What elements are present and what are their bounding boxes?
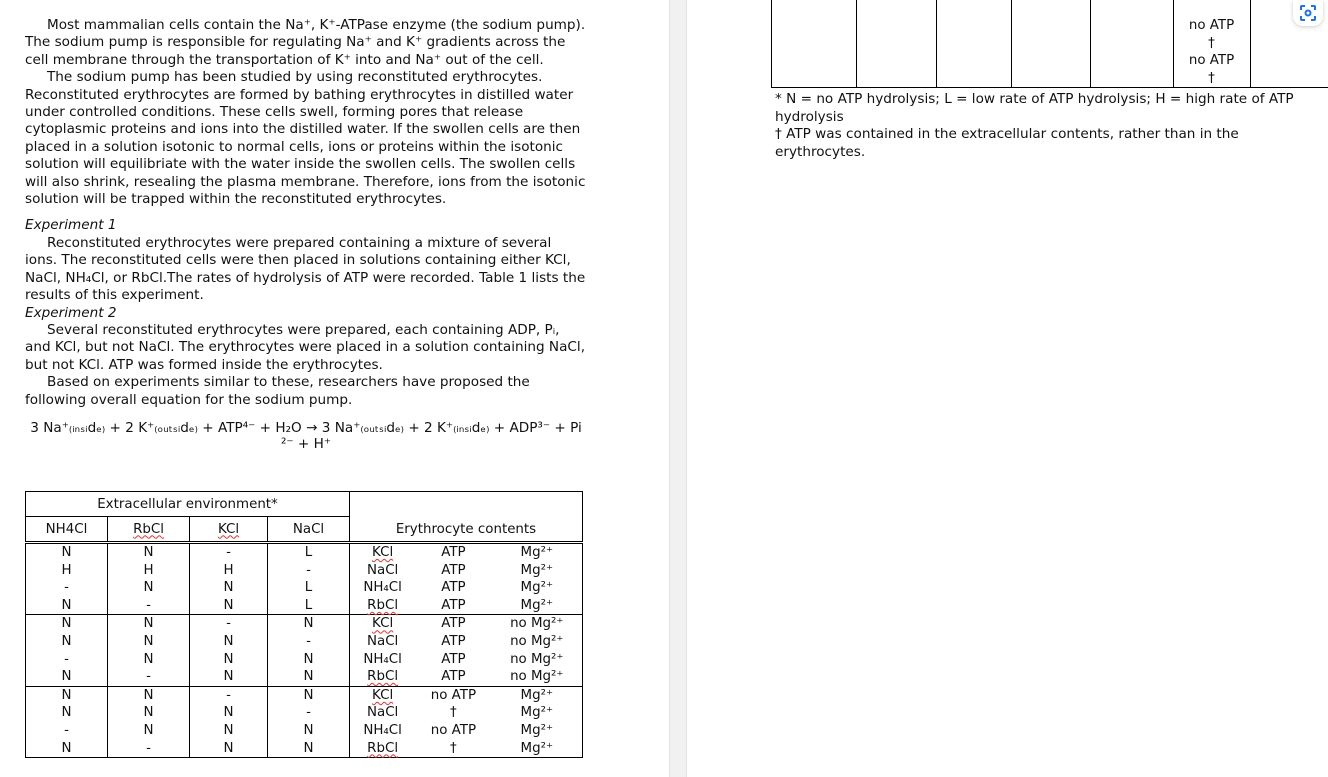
rbcl-rate: N bbox=[108, 686, 190, 704]
atp-content: † bbox=[415, 740, 491, 758]
footnote-dagger: † ATP was contained in the extracellular contents, rather than in the erythrocytes. bbox=[775, 126, 1239, 160]
table-column-border bbox=[936, 0, 937, 87]
atp-content: ATP bbox=[441, 562, 466, 578]
nh4cl-rate: - bbox=[26, 651, 108, 669]
atp-content: † bbox=[450, 705, 457, 721]
atp-content: ATP bbox=[441, 616, 466, 632]
table-column-border bbox=[856, 0, 857, 87]
table-footnotes bbox=[775, 91, 1315, 161]
salt-content: KCl bbox=[350, 686, 416, 704]
rbcl-rate: - bbox=[108, 740, 190, 758]
kcl-rate: N bbox=[190, 740, 268, 758]
rbcl-rate: N bbox=[108, 543, 190, 562]
rbcl-rate: N bbox=[108, 579, 190, 597]
experiment-2-title: Experiment 2 bbox=[25, 304, 117, 321]
kcl-rate: N bbox=[190, 579, 268, 597]
erythrocyte-contents-header: Erythrocyte contents bbox=[350, 492, 583, 543]
nacl-rate: - bbox=[268, 562, 350, 580]
salt-content: RbCl bbox=[350, 740, 416, 758]
rbcl-rate: N bbox=[108, 704, 190, 722]
table-column-border bbox=[1090, 0, 1091, 87]
atp-content: no ATP bbox=[430, 687, 477, 703]
rbcl-rate: H bbox=[108, 562, 190, 580]
cell-text: † bbox=[1208, 35, 1215, 51]
mg-content: Mg²⁺ bbox=[492, 597, 583, 615]
mg-content: no Mg²⁺ bbox=[492, 668, 583, 686]
footnote-legend: * N = no ATP hydrolysis; L = low rate of ATP hydrolysis; H = high rate of ATP hydrolysis bbox=[775, 91, 1294, 125]
salt-content: NH₄Cl bbox=[350, 579, 416, 597]
salt-content: KCl bbox=[350, 615, 416, 633]
mg-content: no Mg²⁺ bbox=[492, 615, 583, 633]
nacl-rate: L bbox=[268, 579, 350, 597]
rbcl-rate: - bbox=[108, 668, 190, 686]
table-row bbox=[26, 668, 583, 686]
nacl-rate: N bbox=[268, 651, 350, 669]
conclusion-paragraph: Based on experiments similar to these, researchers have proposed the following overall equation for the sodium pump. bbox=[25, 374, 530, 408]
nh4cl-rate: N bbox=[26, 597, 108, 615]
table-row bbox=[26, 686, 583, 704]
nacl-rate: N bbox=[268, 668, 350, 686]
atp-content: ATP bbox=[415, 597, 491, 615]
method-paragraph: The sodium pump has been studied by using reconstituted erythrocytes. Reconstituted erythrocytes are formed by bathing erythrocytes in distilled water under controlled conditions. These cells swell, forming pores that release cytoplasmic proteins and ions into the distilled water. If the swollen cells are then placed in a solution isotonic to normal cells, ions or proteins within the isotonic solution will equilibriate with the water inside the swollen cells. The swollen cells will also shrink, resealing the plasma membrane. Therefore, ions from the isotonic solution will be trapped within the reconstituted erythrocytes. bbox=[25, 69, 586, 208]
atp-content: ATP bbox=[441, 580, 466, 596]
salt-content: RbCl bbox=[350, 597, 416, 615]
nacl-rate: N bbox=[268, 686, 350, 704]
table-row bbox=[26, 633, 583, 651]
column-header-nacl: NaCl bbox=[268, 517, 350, 543]
nh4cl-rate: N bbox=[26, 543, 108, 562]
kcl-rate: N bbox=[190, 651, 268, 669]
column-header-nh4cl: NH4Cl bbox=[26, 517, 108, 543]
table-row bbox=[26, 597, 583, 615]
table-row bbox=[26, 704, 583, 722]
mg-content: no Mg²⁺ bbox=[492, 651, 583, 669]
column-header-kcl: KCl bbox=[190, 517, 268, 543]
nacl-rate: N bbox=[268, 615, 350, 633]
passage bbox=[25, 17, 587, 452]
mg-content: Mg²⁺ bbox=[492, 562, 583, 580]
kcl-rate: N bbox=[190, 668, 268, 686]
salt-content: KCl bbox=[350, 543, 416, 562]
column-header-rbcl: RbCl bbox=[108, 517, 190, 543]
kcl-rate: N bbox=[190, 704, 268, 722]
table-row bbox=[26, 651, 583, 669]
atp-content: ATP bbox=[441, 651, 466, 667]
mg-content: no Mg²⁺ bbox=[492, 633, 583, 651]
nacl-rate: N bbox=[268, 722, 350, 740]
mg-content: Mg²⁺ bbox=[492, 740, 583, 758]
table-row bbox=[26, 615, 583, 633]
cell-text: † bbox=[1208, 70, 1215, 86]
nacl-rate: L bbox=[268, 543, 350, 562]
nacl-rate: L bbox=[268, 597, 350, 615]
experiment-2-text: Several reconstituted erythrocytes were prepared, each containing ADP, Pᵢ, and KCl, but not NaCl. The erythrocytes were placed in a solution containing NaCl, but not KCl. ATP was formed inside the erythrocytes. bbox=[25, 321, 586, 373]
table-row bbox=[26, 579, 583, 597]
table-row bbox=[26, 543, 583, 562]
table-row bbox=[26, 562, 583, 580]
cell-text: no ATP bbox=[1188, 18, 1235, 33]
nacl-rate: N bbox=[268, 740, 350, 758]
mg-content: Mg²⁺ bbox=[492, 686, 583, 704]
mg-content: Mg²⁺ bbox=[492, 722, 583, 740]
nh4cl-rate: N bbox=[26, 633, 108, 651]
nh4cl-rate: N bbox=[26, 704, 108, 722]
cell-text: no ATP bbox=[1188, 53, 1235, 68]
salt-content: NH₄Cl bbox=[350, 651, 416, 669]
nh4cl-rate: H bbox=[26, 562, 108, 580]
nh4cl-rate: - bbox=[26, 579, 108, 597]
kcl-rate: N bbox=[190, 633, 268, 651]
nh4cl-rate: N bbox=[26, 668, 108, 686]
panel-divider bbox=[669, 0, 687, 777]
intro-paragraph: Most mammalian cells contain the Na⁺, K⁺-ATPase enzyme (the sodium pump). The sodium pump is responsible for regulating Na⁺ and K⁺ gradients across the cell membrane through the transportation of K⁺ into and Na⁺ out of the cell. bbox=[25, 17, 586, 68]
visual-search-icon[interactable] bbox=[1293, 0, 1323, 26]
rbcl-rate: N bbox=[108, 633, 190, 651]
kcl-rate: - bbox=[190, 686, 268, 704]
kcl-rate: N bbox=[190, 597, 268, 615]
mg-content: Mg²⁺ bbox=[492, 704, 583, 722]
continuation-cell bbox=[1173, 17, 1250, 87]
kcl-rate: - bbox=[190, 543, 268, 562]
table-row bbox=[26, 740, 583, 758]
kcl-rate: H bbox=[190, 562, 268, 580]
rbcl-rate: - bbox=[108, 597, 190, 615]
nh4cl-rate: - bbox=[26, 722, 108, 740]
salt-content: NaCl bbox=[350, 633, 416, 651]
atp-content: ATP bbox=[415, 668, 491, 686]
nacl-rate: - bbox=[268, 633, 350, 651]
atp-content: ATP bbox=[441, 633, 466, 649]
table-column-border bbox=[771, 0, 772, 87]
nh4cl-rate: N bbox=[26, 686, 108, 704]
table-column-border bbox=[1011, 0, 1012, 87]
rbcl-rate: N bbox=[108, 615, 190, 633]
atp-content: no ATP bbox=[430, 722, 477, 738]
experiment-1-title: Experiment 1 bbox=[25, 217, 117, 234]
results-table bbox=[25, 491, 583, 758]
mg-content: Mg²⁺ bbox=[492, 543, 583, 562]
table-row bbox=[26, 722, 583, 740]
nh4cl-rate: N bbox=[26, 740, 108, 758]
atp-content: ATP bbox=[441, 545, 466, 560]
mg-content: Mg²⁺ bbox=[492, 579, 583, 597]
kcl-rate: - bbox=[190, 615, 268, 633]
experiment-1-text: Reconstituted erythrocytes were prepared containing a mixture of several ions. The reconstituted cells were then placed in solutions containing either KCl, NaCl, NH₄Cl, or RbCl.The rates of hydrolysis of ATP were recorded. Table 1 lists the results of this experiment. bbox=[25, 234, 586, 304]
extracellular-header: Extracellular environment* bbox=[26, 492, 350, 517]
rbcl-rate: N bbox=[108, 722, 190, 740]
nh4cl-rate: N bbox=[26, 615, 108, 633]
rbcl-rate: N bbox=[108, 651, 190, 669]
sodium-pump-equation: 3 Na⁺₍ᵢₙₛᵢdₑ₎ + 2 K⁺₍ₒᵤₜₛᵢdₑ₎ + ATP⁴⁻ + H₂O → 3 Na⁺₍ₒᵤₜₛᵢdₑ₎ + 2 K⁺₍ᵢₙₛᵢdₑ₎ + ADP³⁻ + Pi ²⁻ + H⁺ bbox=[30, 419, 582, 452]
salt-content: NaCl bbox=[350, 704, 416, 722]
salt-content: NaCl bbox=[350, 562, 416, 580]
salt-content: NH₄Cl bbox=[350, 722, 416, 740]
kcl-rate: N bbox=[190, 722, 268, 740]
salt-content: RbCl bbox=[350, 668, 416, 686]
nacl-rate: - bbox=[268, 704, 350, 722]
table-column-border bbox=[1250, 0, 1251, 87]
